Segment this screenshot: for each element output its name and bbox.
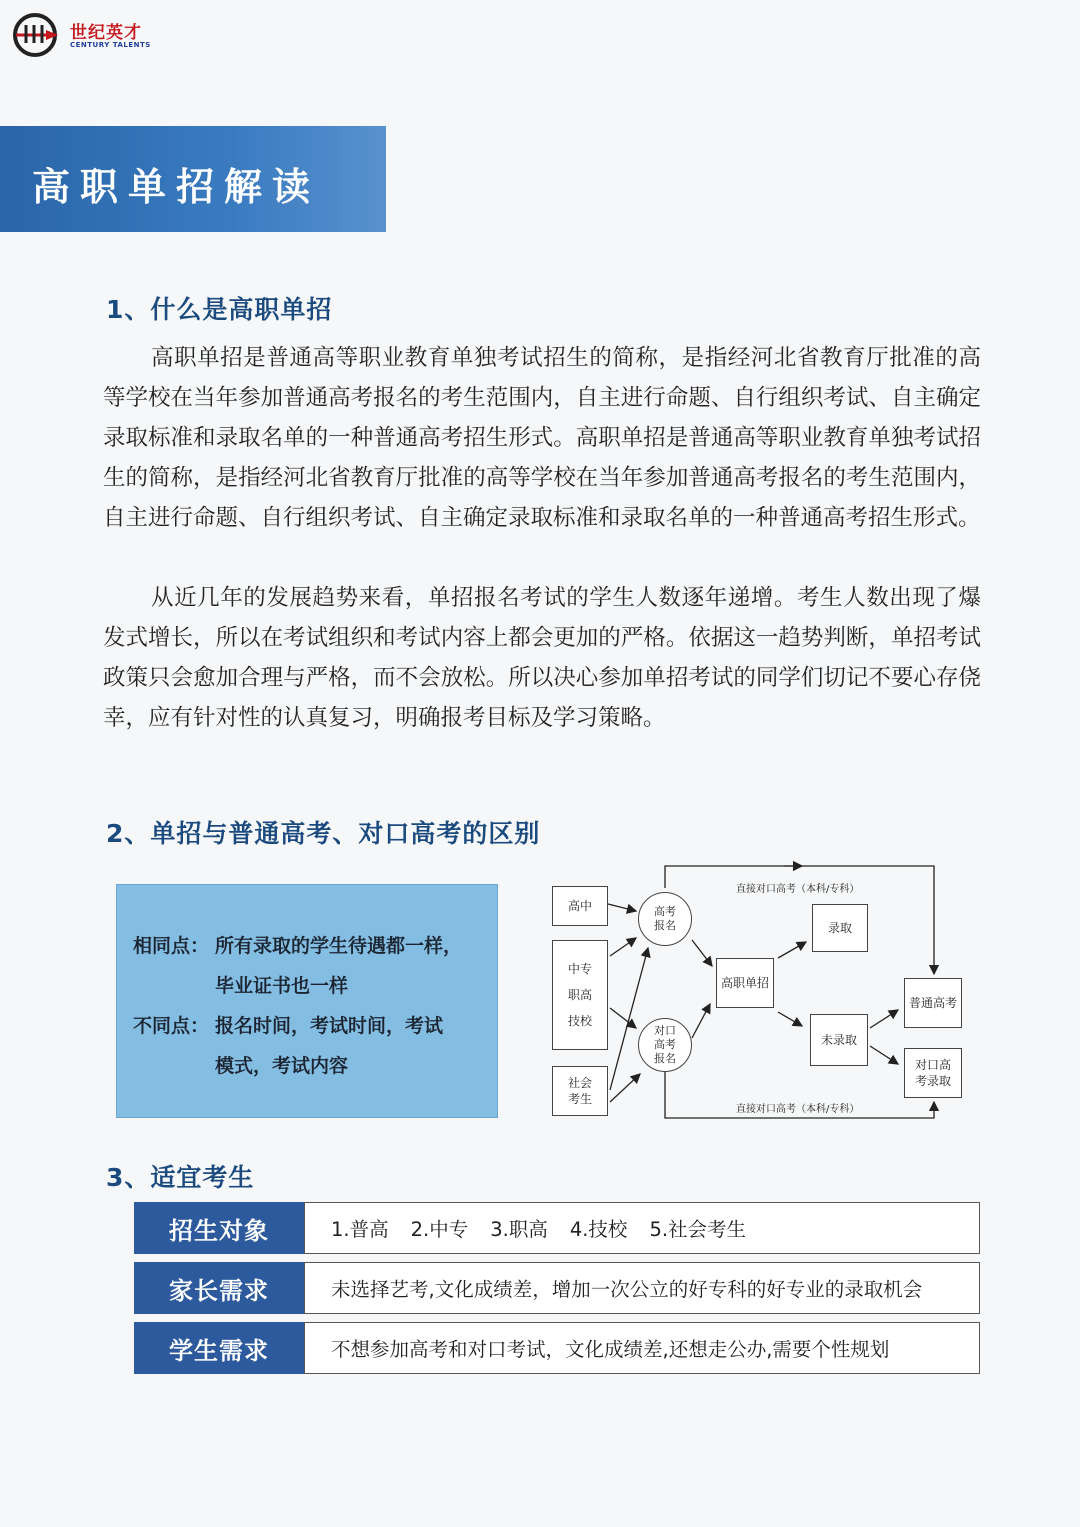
node-duikou-line3: 报名 xyxy=(654,1052,676,1065)
same-label: 相同点： xyxy=(133,935,210,957)
node-zhongzhuan-line1: 中专 xyxy=(567,962,592,976)
node-gaokao-line1: 高考 xyxy=(654,905,676,918)
table-row-xuesheng xyxy=(134,1322,980,1374)
section2-heading: 2、单招与普通高考、对口高考的区别 xyxy=(106,819,541,848)
row-item: 3.职高 xyxy=(490,1218,548,1241)
node-luqu: 录取 xyxy=(812,904,868,952)
section1-paragraph-1: 高职单招是普通高等职业教育单独考试招生的简称，是指经河北省教育厅批准的高等学校在当年参加普通高考报名的考生范围内，自主进行命题、自行组织考试、自主确定录取标准和录取名单的一种普通高考招生形式。高职单招是普通高等职业教育单独考试招生的简称，是指经河北省教育厅批准的高等学校在当年参加普通高考报名的考生范围内，自主进行命题、自行组织考试、自主确定录取标准和录取名单的一种普通高考招生形式。 xyxy=(103,345,981,531)
flow-diagram xyxy=(544,858,978,1130)
section3-heading: 3、适宜考生 xyxy=(106,1163,255,1192)
node-putong: 普通高考 xyxy=(904,978,962,1028)
top-path-label: 直接对口高考（本科/专科） xyxy=(736,884,860,895)
logo xyxy=(12,12,152,58)
diff-label: 不同点： xyxy=(133,1015,210,1037)
same-text-line2: 毕业证书也一样 xyxy=(215,975,349,997)
row-value xyxy=(304,1202,980,1254)
node-duikou-line2: 高考 xyxy=(654,1038,676,1051)
title-banner xyxy=(0,126,386,232)
node-zhongzhuan xyxy=(552,940,608,1050)
row-value xyxy=(304,1262,980,1314)
row-key: 学生需求 xyxy=(134,1322,304,1374)
row-item: 2.中专 xyxy=(410,1218,469,1241)
node-duikou-luqu-line2: 考录取 xyxy=(914,1074,951,1088)
diff-text-line1: 报名时间，考试时间，考试 xyxy=(215,1015,444,1037)
node-shehui-line2: 考生 xyxy=(567,1092,592,1106)
section1-heading: 1、什么是高职单招 xyxy=(106,295,333,324)
table-row-jiazhang xyxy=(134,1262,980,1314)
node-weiluqu: 未录取 xyxy=(810,1014,868,1066)
node-duikou-line1: 对口 xyxy=(654,1024,676,1037)
node-gaozhong: 高中 xyxy=(552,886,608,926)
node-shehui xyxy=(552,1066,608,1116)
node-zhongzhuan-line3: 技校 xyxy=(567,1014,592,1028)
logo-cn-text: 世纪英才 xyxy=(70,23,142,43)
row-item: 5.社会考生 xyxy=(649,1218,747,1241)
row-item: 未选择艺考,文化成绩差，增加一次公立的好专科的好专业的录取机会 xyxy=(331,1278,923,1301)
row-value xyxy=(304,1322,980,1374)
logo-mark-icon xyxy=(12,12,66,58)
section1-paragraph-2: 从近几年的发展趋势来看，单招报名考试的学生人数逐年递增。考生人数出现了爆发式增长，所以在考试组织和考试内容上都会更加的严格。依据这一趋势判断，单招考试政策只会愈加合理与严格，而不会放松。所以决心参加单招考试的同学们切记不要心存侥幸，应有针对性的认真复习，明确报考目标及学习策略。 xyxy=(103,585,981,731)
bottom-path-label: 直接对口高考（本科/专科） xyxy=(736,1104,860,1115)
row-key: 招生对象 xyxy=(134,1202,304,1254)
logo-en-text: CENTURY TALENTS xyxy=(70,41,151,49)
node-duikou-baoming xyxy=(638,1018,692,1072)
page-title: 高职单招解读 xyxy=(32,165,321,209)
comparison-box xyxy=(116,884,498,1118)
same-text-line1: 所有录取的学生待遇都一样， xyxy=(215,935,463,957)
node-zhongzhuan-line2: 职高 xyxy=(567,988,592,1002)
row-item: 4.技校 xyxy=(569,1218,628,1241)
node-duikou-luqu-line1: 对口高 xyxy=(914,1058,951,1072)
node-gaokao-baoming xyxy=(638,892,692,946)
row-key: 家长需求 xyxy=(134,1262,304,1314)
node-shehui-line1: 社会 xyxy=(567,1076,592,1090)
row-item: 1.普高 xyxy=(331,1218,389,1241)
node-danzhao: 高职单招 xyxy=(716,958,774,1008)
node-duikou-luqu xyxy=(904,1048,962,1098)
diff-text-line2: 模式，考试内容 xyxy=(215,1055,349,1077)
table-row-zhaosheng xyxy=(134,1202,980,1254)
node-gaokao-line2: 报名 xyxy=(654,919,676,932)
row-item: 不想参加高考和对口考试，文化成绩差,还想走公办,需要个性规划 xyxy=(331,1338,890,1361)
